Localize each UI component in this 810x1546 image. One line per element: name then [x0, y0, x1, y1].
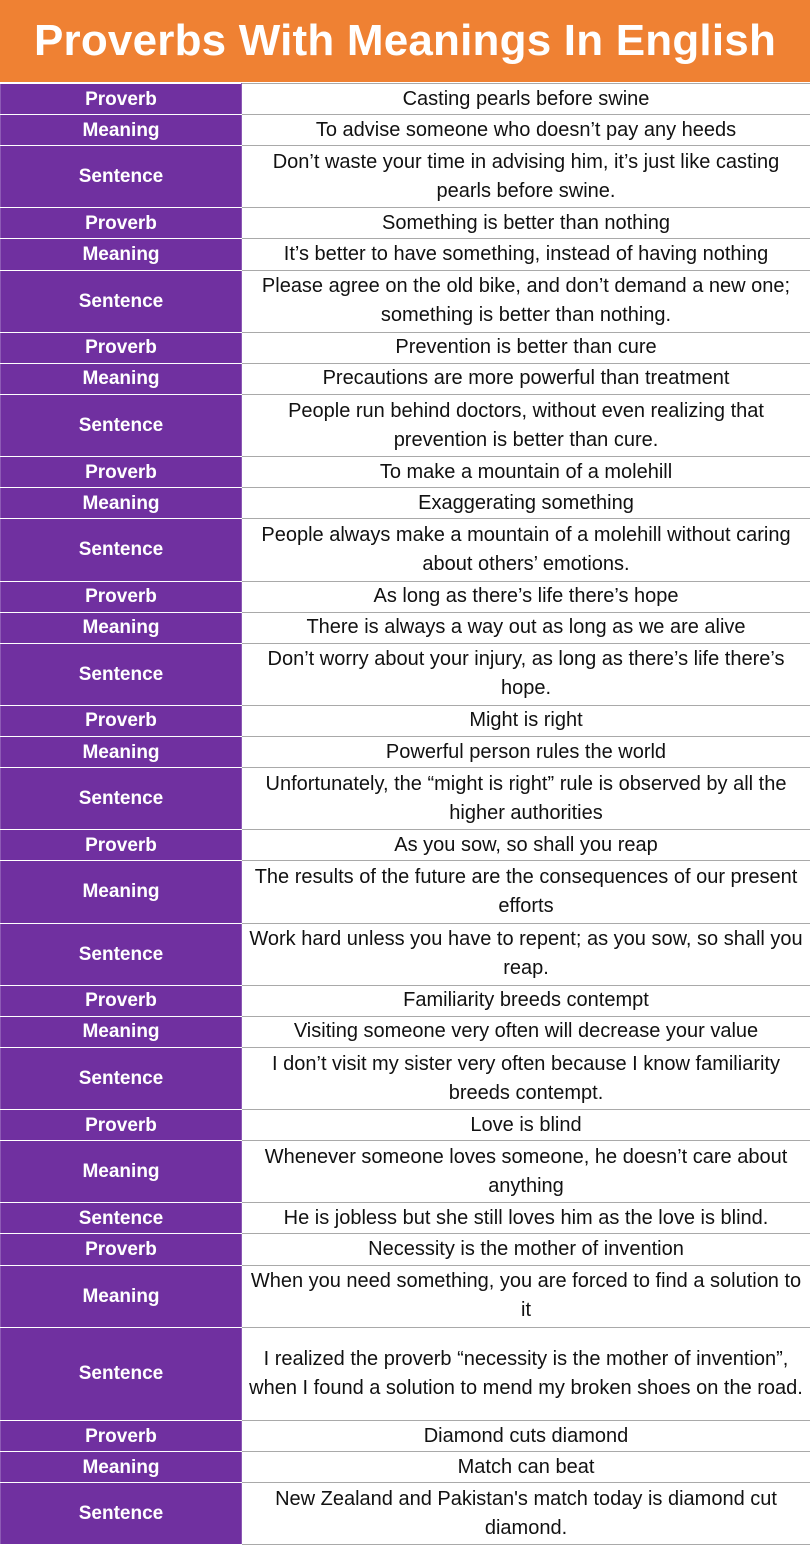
proverb-text: Familiarity breeds contempt [242, 985, 810, 1016]
meaning-label: Meaning [1, 488, 242, 519]
table-row [1, 1110, 810, 1141]
proverb-label: Proverb [1, 457, 242, 488]
table-row [1, 1141, 810, 1203]
table-row [1, 923, 810, 985]
meaning-text: It’s better to have something, instead of having nothing [242, 239, 810, 270]
meaning-label: Meaning [1, 612, 242, 643]
sentence-text: Work hard unless you have to repent; as you sow, so shall you reap. [242, 923, 810, 985]
table-row [1, 612, 810, 643]
table-row [1, 1421, 810, 1452]
table-row [1, 115, 810, 146]
sentence-text: Please agree on the old bike, and don’t demand a new one; something is better than nothing. [242, 270, 810, 332]
table-row [1, 1265, 810, 1327]
meaning-text: Powerful person rules the world [242, 736, 810, 767]
table-row [1, 457, 810, 488]
table-row [1, 519, 810, 581]
table-row [1, 1047, 810, 1109]
table-row [1, 830, 810, 861]
proverb-text: Something is better than nothing [242, 208, 810, 239]
table-row [1, 581, 810, 612]
proverb-text: Prevention is better than cure [242, 332, 810, 363]
table-row [1, 1234, 810, 1265]
table-row [1, 1327, 810, 1420]
proverb-text: Diamond cuts diamond [242, 1421, 810, 1452]
table-row [1, 861, 810, 923]
proverb-text: Necessity is the mother of invention [242, 1234, 810, 1265]
meaning-text: The results of the future are the consequences of our present efforts [242, 861, 810, 923]
meaning-label: Meaning [1, 1141, 242, 1203]
table-row [1, 239, 810, 270]
sentence-label: Sentence [1, 1327, 242, 1420]
sentence-text: Unfortunately, the “might is right” rule is observed by all the higher authorities [242, 768, 810, 830]
meaning-label: Meaning [1, 239, 242, 270]
proverb-label: Proverb [1, 1421, 242, 1452]
sentence-label: Sentence [1, 923, 242, 985]
meaning-text: There is always a way out as long as we are alive [242, 612, 810, 643]
sentence-label: Sentence [1, 768, 242, 830]
sentence-text: I realized the proverb “necessity is the mother of invention”, when I found a solution to mend my broken shoes on the road. [242, 1327, 810, 1420]
sentence-label: Sentence [1, 394, 242, 456]
table-row [1, 1483, 810, 1545]
proverbs-table [0, 83, 810, 1545]
sentence-text: He is jobless but she still loves him as the love is blind. [242, 1203, 810, 1234]
table-row [1, 736, 810, 767]
sentence-label: Sentence [1, 270, 242, 332]
meaning-label: Meaning [1, 736, 242, 767]
sentence-text: People always make a mountain of a molehill without caring about others’ emotions. [242, 519, 810, 581]
table-row [1, 208, 810, 239]
proverb-label: Proverb [1, 985, 242, 1016]
meaning-text: Exaggerating something [242, 488, 810, 519]
sentence-text: Don’t waste your time in advising him, it’s just like casting pearls before swine. [242, 146, 810, 208]
table-row [1, 270, 810, 332]
sentence-label: Sentence [1, 1203, 242, 1234]
meaning-label: Meaning [1, 1016, 242, 1047]
sentence-text: I don’t visit my sister very often because I know familiarity breeds contempt. [242, 1047, 810, 1109]
table-row [1, 332, 810, 363]
meaning-label: Meaning [1, 1265, 242, 1327]
sentence-text: People run behind doctors, without even realizing that prevention is better than cure. [242, 394, 810, 456]
proverb-label: Proverb [1, 581, 242, 612]
proverb-label: Proverb [1, 1234, 242, 1265]
proverb-text: As you sow, so shall you reap [242, 830, 810, 861]
sentence-text: New Zealand and Pakistan's match today is diamond cut diamond. [242, 1483, 810, 1545]
table-row [1, 985, 810, 1016]
meaning-text: When you need something, you are forced to find a solution to it [242, 1265, 810, 1327]
table-row [1, 1452, 810, 1483]
meaning-label: Meaning [1, 861, 242, 923]
meaning-label: Meaning [1, 363, 242, 394]
proverb-label: Proverb [1, 332, 242, 363]
table-row [1, 394, 810, 456]
table-row [1, 84, 810, 115]
table-row [1, 1016, 810, 1047]
proverb-label: Proverb [1, 705, 242, 736]
meaning-text: Visiting someone very often will decrease your value [242, 1016, 810, 1047]
meaning-label: Meaning [1, 115, 242, 146]
sentence-label: Sentence [1, 643, 242, 705]
proverb-label: Proverb [1, 84, 242, 115]
proverb-text: Casting pearls before swine [242, 84, 810, 115]
proverb-label: Proverb [1, 208, 242, 239]
proverb-label: Proverb [1, 1110, 242, 1141]
proverb-text: To make a mountain of a molehill [242, 457, 810, 488]
meaning-text: Whenever someone loves someone, he doesn’t care about anything [242, 1141, 810, 1203]
table-row [1, 705, 810, 736]
proverb-text: Love is blind [242, 1110, 810, 1141]
proverb-text: Might is right [242, 705, 810, 736]
meaning-label: Meaning [1, 1452, 242, 1483]
sentence-text: Don’t worry about your injury, as long as there’s life there’s hope. [242, 643, 810, 705]
table-row [1, 488, 810, 519]
meaning-text: Match can beat [242, 1452, 810, 1483]
meaning-text: Precautions are more powerful than treatment [242, 363, 810, 394]
table-row [1, 146, 810, 208]
proverb-label: Proverb [1, 830, 242, 861]
table-row [1, 363, 810, 394]
sentence-label: Sentence [1, 519, 242, 581]
table-row [1, 768, 810, 830]
page-title: Proverbs With Meanings In English [0, 0, 810, 83]
proverb-text: As long as there’s life there’s hope [242, 581, 810, 612]
sentence-label: Sentence [1, 146, 242, 208]
meaning-text: To advise someone who doesn’t pay any heeds [242, 115, 810, 146]
table-row [1, 1203, 810, 1234]
sentence-label: Sentence [1, 1047, 242, 1109]
table-row [1, 643, 810, 705]
sentence-label: Sentence [1, 1483, 242, 1545]
